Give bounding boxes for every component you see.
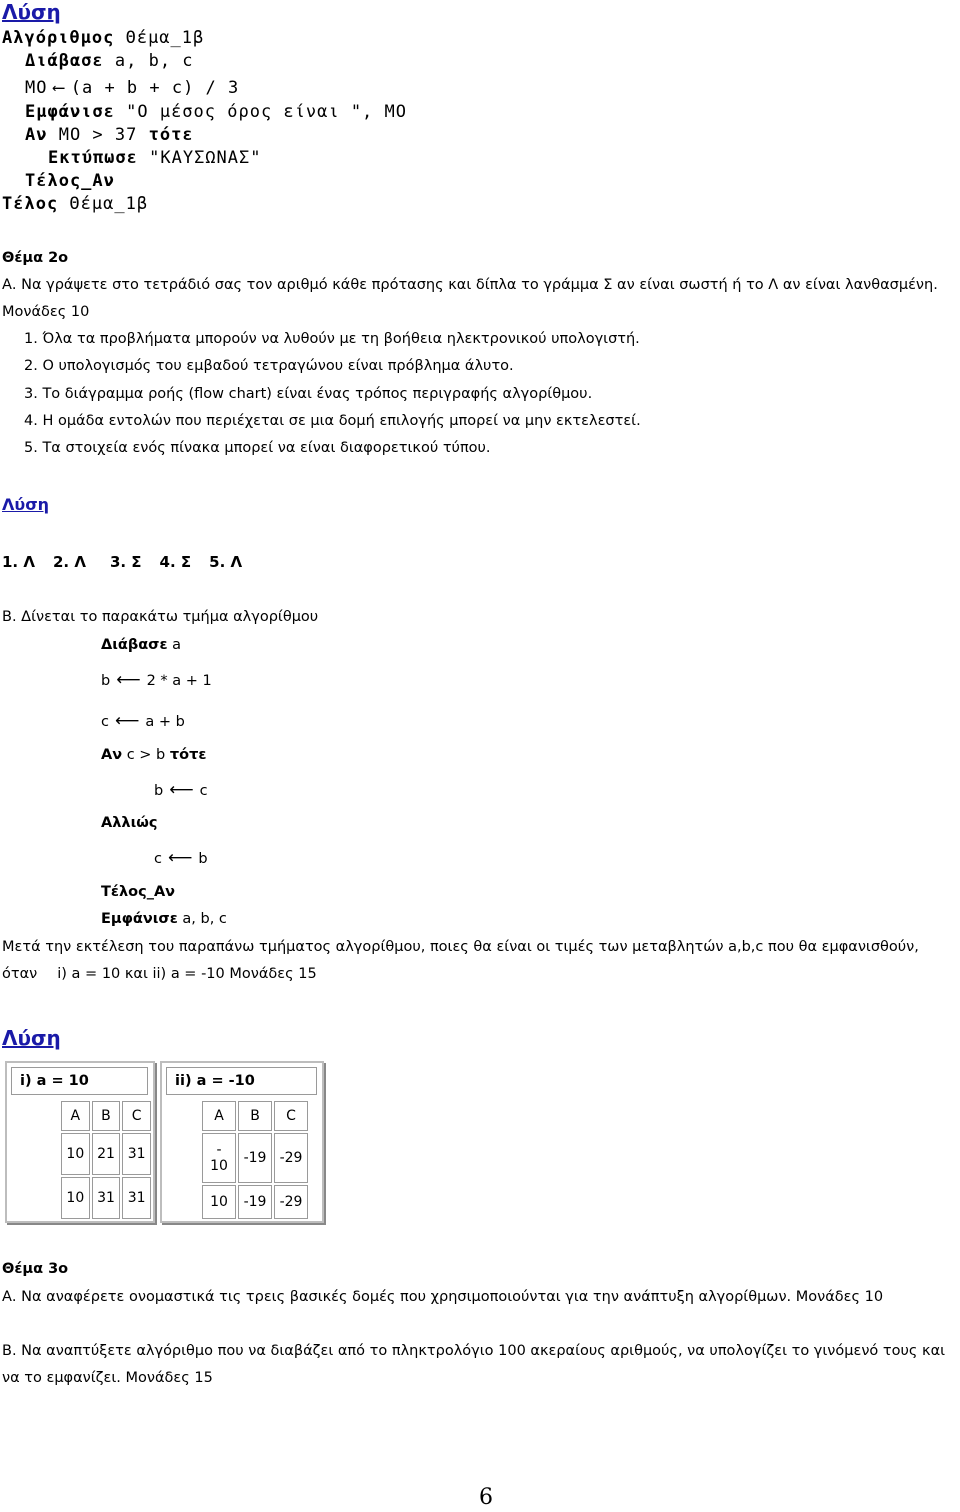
header-c: C xyxy=(274,1101,308,1131)
assign-arrow-icon: ⟵ xyxy=(53,78,65,98)
assign-arrow-icon: ⟵ xyxy=(114,711,140,731)
code-text: MO xyxy=(25,78,48,98)
code-text: c > b xyxy=(122,747,170,763)
statement-2: 2. Ο υπολογισμός του εμβαδού τετραγώνου είναι πρόβλημα άλυτο. xyxy=(24,358,514,374)
table-cell: 10 xyxy=(202,1185,236,1219)
code-line-7 xyxy=(25,171,115,191)
table-cell: 10 xyxy=(61,1133,90,1175)
code-line-3 xyxy=(25,78,239,98)
code-text: 2 * a + 1 xyxy=(146,673,212,689)
statement-3: 3. Το διάγραμμα ροής (flow chart) είναι ένας τρόπος περιγραφής αλγορίθμου. xyxy=(24,386,593,402)
fragment-line-endif: Τέλος_Αν xyxy=(101,884,176,900)
fragment-line-assign-b xyxy=(101,670,212,690)
code-text: c xyxy=(101,714,109,730)
table-cell xyxy=(202,1133,236,1183)
fragment-line-assign-c xyxy=(101,711,185,731)
answer-1: 1. Λ xyxy=(2,553,35,571)
keyword: Εμφάνισε xyxy=(25,102,115,122)
thema-3-b-line-1: Β. Να αναπτύξετε αλγόριθμο που να διαβάζει από το πληκτρολόγιο 100 ακεραίους αριθμούς, να υπολογίζει το γινόμενό τους και xyxy=(2,1343,946,1359)
solution-title-top: Λύση xyxy=(2,0,61,24)
table-case-ii xyxy=(160,1061,324,1223)
header-a: A xyxy=(202,1101,236,1131)
fragment-line-read xyxy=(101,637,181,653)
question-line-2 xyxy=(2,966,317,982)
code-text: Θέμα_1β xyxy=(114,28,205,48)
fragment-line-else-assign xyxy=(154,848,208,868)
statement-5: 5. Τα στοιχεία ενός πίνακα μπορεί να είναι διαφορετικού τύπου. xyxy=(24,440,491,456)
solution-title-2a: Λύση xyxy=(2,495,50,514)
table-cell: 31 xyxy=(122,1177,151,1219)
code-text: "Ο μέσος όρος είναι ", MO xyxy=(114,102,407,122)
question-text: i) a = 10 και ii) a = -10 Μονάδες 15 xyxy=(57,966,317,982)
keyword: Τέλος_Αν xyxy=(25,171,115,191)
header-b: B xyxy=(238,1101,272,1131)
code-line-1 xyxy=(2,28,204,48)
table-cell: -19 xyxy=(238,1185,272,1219)
statement-1: 1. Όλα τα προβλήματα μπορούν να λυθούν με τη βοήθεια ηλεκτρονικού υπολογιστή. xyxy=(24,331,640,347)
code-text: "ΚΑΥΣΩΝΑΣ" xyxy=(137,148,262,168)
table-cell: -29 xyxy=(274,1133,308,1183)
keyword: Αν xyxy=(101,747,123,763)
keyword: Διάβασε xyxy=(101,637,168,653)
answer-3: 3. Σ xyxy=(109,553,142,571)
thema-2-points: Μονάδες 10 xyxy=(2,304,90,320)
header-c: C xyxy=(122,1101,151,1131)
thema-2-title: Θέμα 2ο xyxy=(2,250,69,266)
fragment-line-show xyxy=(101,911,227,927)
answer-5: 5. Λ xyxy=(209,553,243,571)
solution-title-2b: Λύση xyxy=(2,1026,61,1050)
table-cell: 10 xyxy=(61,1177,90,1219)
case-ii-grid xyxy=(200,1099,310,1221)
case-i-grid xyxy=(59,1099,153,1221)
fragment-line-else: Αλλιώς xyxy=(101,815,158,831)
keyword: τότε xyxy=(169,747,207,763)
code-text: c xyxy=(154,851,162,867)
thema-2-intro: Α. Να γράψετε στο τετράδιό σας τον αριθμό κάθε πρότασης και δίπλα το γράμμα Σ αν είναι σωστή ή το Λ αν είναι λανθασμένη. xyxy=(2,277,938,293)
thema-3-title: Θέμα 3ο xyxy=(2,1261,69,1277)
code-text: c xyxy=(199,783,208,799)
code-text: b xyxy=(101,673,111,689)
question-line-1: Μετά την εκτέλεση του παραπάνω τμήματος αλγορίθμου, ποιες θα είναι οι τιμές των μεταβλητών a,b,c που θα εμφανισθούν, xyxy=(2,939,919,955)
keyword: Εκτύπωσε xyxy=(48,148,138,168)
code-text: b xyxy=(198,851,208,867)
thema-3-a: Α. Να αναφέρετε ονομαστικά τις τρεις βασικές δομές που χρησιμοποιούνται για την ανάπτυξη αλγορίθμων. Μονάδες 10 xyxy=(2,1289,884,1305)
answer-2: 2. Λ xyxy=(52,553,86,571)
table-cell: -29 xyxy=(274,1185,308,1219)
keyword: τότε xyxy=(148,125,194,145)
cell-text: - xyxy=(216,1142,222,1158)
keyword: Εμφάνισε xyxy=(101,911,178,927)
answer-4: 4. Σ xyxy=(159,553,192,571)
code-text: a, b, c xyxy=(103,51,194,71)
page-number: 6 xyxy=(479,1485,493,1510)
code-line-6 xyxy=(48,148,261,168)
keyword: Διάβασε xyxy=(25,51,104,71)
table-cell: 31 xyxy=(122,1133,151,1175)
assign-arrow-icon: ⟵ xyxy=(116,670,141,690)
case-ii-title: ii) a = -10 xyxy=(166,1067,317,1095)
code-text: Θέμα_1β xyxy=(58,194,149,214)
fragment-line-then-assign xyxy=(154,780,208,800)
header-a: A xyxy=(61,1101,90,1131)
keyword: Αν xyxy=(25,125,48,145)
assign-arrow-icon: ⟵ xyxy=(169,780,194,800)
table-cell: 21 xyxy=(92,1133,121,1175)
keyword: Αλγόριθμος xyxy=(2,28,115,48)
table-cell: 31 xyxy=(92,1177,121,1219)
statement-4: 4. Η ομάδα εντολών που περιέχεται σε μια δομή επιλογής μπορεί να μην εκτελεστεί. xyxy=(24,413,641,429)
code-text: b xyxy=(154,783,164,799)
code-text: a + b xyxy=(145,714,185,730)
table-cell: -19 xyxy=(238,1133,272,1183)
case-i-title: i) a = 10 xyxy=(11,1067,148,1095)
code-line-4 xyxy=(25,102,407,122)
thema-3-b-line-2: να το εμφανίζει. Μονάδες 15 xyxy=(2,1370,213,1386)
answers-row xyxy=(2,553,260,571)
header-b: B xyxy=(92,1101,121,1131)
code-text: a xyxy=(167,637,182,653)
code-text: (a + b + c) / 3 xyxy=(70,78,240,98)
table-case-i xyxy=(5,1061,155,1223)
code-line-5 xyxy=(25,125,194,145)
code-line-2 xyxy=(25,51,194,71)
fragment-line-if xyxy=(101,747,206,763)
part-b-intro: Β. Δίνεται το παρακάτω τμήμα αλγορίθμου xyxy=(2,609,319,625)
cell-text: 10 xyxy=(210,1158,228,1174)
keyword: Τέλος xyxy=(2,194,59,214)
code-text: MO > 37 xyxy=(47,125,149,145)
question-text: όταν xyxy=(2,966,38,982)
code-text: a, b, c xyxy=(177,911,227,927)
code-line-8 xyxy=(2,194,148,214)
assign-arrow-icon: ⟵ xyxy=(167,848,193,868)
